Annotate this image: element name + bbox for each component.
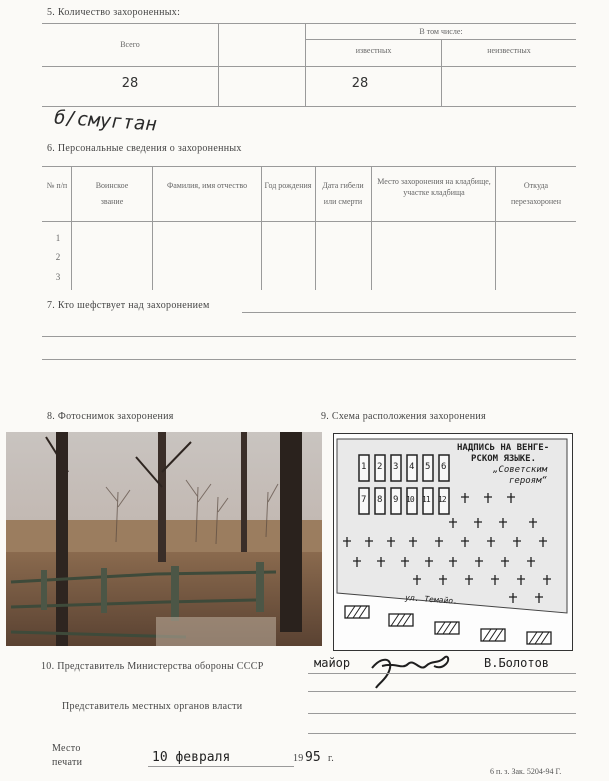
local-line-2 <box>308 733 576 734</box>
scheme-grave-11: 11 <box>422 495 430 504</box>
s6-header-place: Место захоронения на кладбище, участке кладбища <box>377 177 491 197</box>
s5-line-mid <box>42 66 576 67</box>
s6-vline-1 <box>71 166 72 290</box>
s6-row-1: 1 <box>55 233 61 243</box>
signature <box>368 650 452 690</box>
s7-line-3 <box>42 359 576 360</box>
local-rep-title: Представитель местных органов власти <box>62 701 243 712</box>
section6-title: 6. Персональные сведения о захороненных <box>47 143 242 154</box>
scheme-grave-1: 1 <box>361 462 367 472</box>
scheme-note-line-2: РСКОМ ЯЗЫКЕ. <box>471 454 537 464</box>
section5-title: 5. Количество захороненных: <box>47 7 181 18</box>
date-year-prefix: 19 <box>293 753 304 764</box>
section10-rank: майор <box>314 656 351 670</box>
s5-col-including: В том числе: <box>419 27 463 36</box>
s6-header-born: Год рождения <box>264 181 312 190</box>
scheme-note-line-1: НАДПИСЬ НА ВЕНГЕ- <box>457 443 550 453</box>
scheme-grave-5: 5 <box>425 462 431 472</box>
scheme-grave-4: 4 <box>409 462 415 472</box>
s6-row-2: 2 <box>55 252 61 262</box>
s6-vline-5 <box>371 166 372 290</box>
s6-header-death: Дата гибели или смерти <box>322 181 364 206</box>
s5-col-total: Всего <box>120 40 140 49</box>
s6-vline-2 <box>152 166 153 290</box>
scheme-grave-10: 10 <box>406 495 414 504</box>
s5-known-value: 28 <box>351 76 369 91</box>
scheme-note-line-3: „Советским <box>493 465 548 475</box>
s5-handwritten-note: б/смугтан <box>53 106 158 136</box>
scheme-note-line-4: героям“ <box>509 476 547 486</box>
s5-vline-1 <box>218 24 219 106</box>
s6-header-from: Откуда перезахоронен <box>511 181 561 206</box>
section10-title: 10. Представитель Министерства обороны СССР <box>41 661 264 672</box>
s6-vline-3 <box>261 166 262 290</box>
scheme-grave-9: 9 <box>393 495 399 505</box>
footer-print-code: 6 п. з. Зак. 5204-94 Г. <box>490 767 562 776</box>
s6-row-3: 3 <box>55 272 61 282</box>
s5-line-top <box>42 23 576 24</box>
s5-total-value: 28 <box>121 76 139 91</box>
s5-line-bottom <box>42 106 576 107</box>
burial-scheme <box>333 433 573 651</box>
s7-line-1 <box>242 312 576 313</box>
date-day-month: 10 февраля <box>152 750 231 765</box>
date-suffix: г. <box>328 753 335 764</box>
scheme-grave-6: 6 <box>441 462 447 472</box>
section9-title: 9. Схема расположения захоронения <box>321 411 486 422</box>
s10-line-1 <box>308 673 576 674</box>
local-line-1 <box>308 713 576 714</box>
s6-header-rank: Воинское звание <box>95 181 129 206</box>
burial-photo-graphic <box>6 432 322 646</box>
s6-header-number: № п/п <box>46 181 68 190</box>
scheme-grave-8: 8 <box>377 495 383 505</box>
section7-title: 7. Кто шефствует над захоронением <box>47 300 210 311</box>
s7-line-2 <box>42 336 576 337</box>
scheme-grave-3: 3 <box>393 462 399 472</box>
scheme-grave-2: 2 <box>377 462 383 472</box>
s5-line-sub <box>306 39 576 40</box>
s10-line-2 <box>308 691 576 692</box>
s5-col-known: известных <box>355 46 392 55</box>
scheme-grave-12: 12 <box>438 495 446 504</box>
date-year-suffix: 95 <box>305 750 321 765</box>
section8-title: 8. Фотоснимок захоронения <box>47 411 174 422</box>
s6-vline-6 <box>495 166 496 290</box>
burial-photo <box>6 432 322 646</box>
s6-header-name: Фамилия, имя отчество <box>166 181 248 190</box>
scheme-grave-7: 7 <box>361 495 367 505</box>
scheme-street-label: ул. Темайо. <box>404 593 459 606</box>
signature-drawing <box>368 650 452 690</box>
stamp-line-1: Место <box>52 743 81 754</box>
section10-name: В.Болотов <box>484 656 550 670</box>
stamp-line-2: печати <box>52 757 83 768</box>
date-line <box>148 766 294 767</box>
s5-col-unknown: неизвестных <box>487 46 531 55</box>
